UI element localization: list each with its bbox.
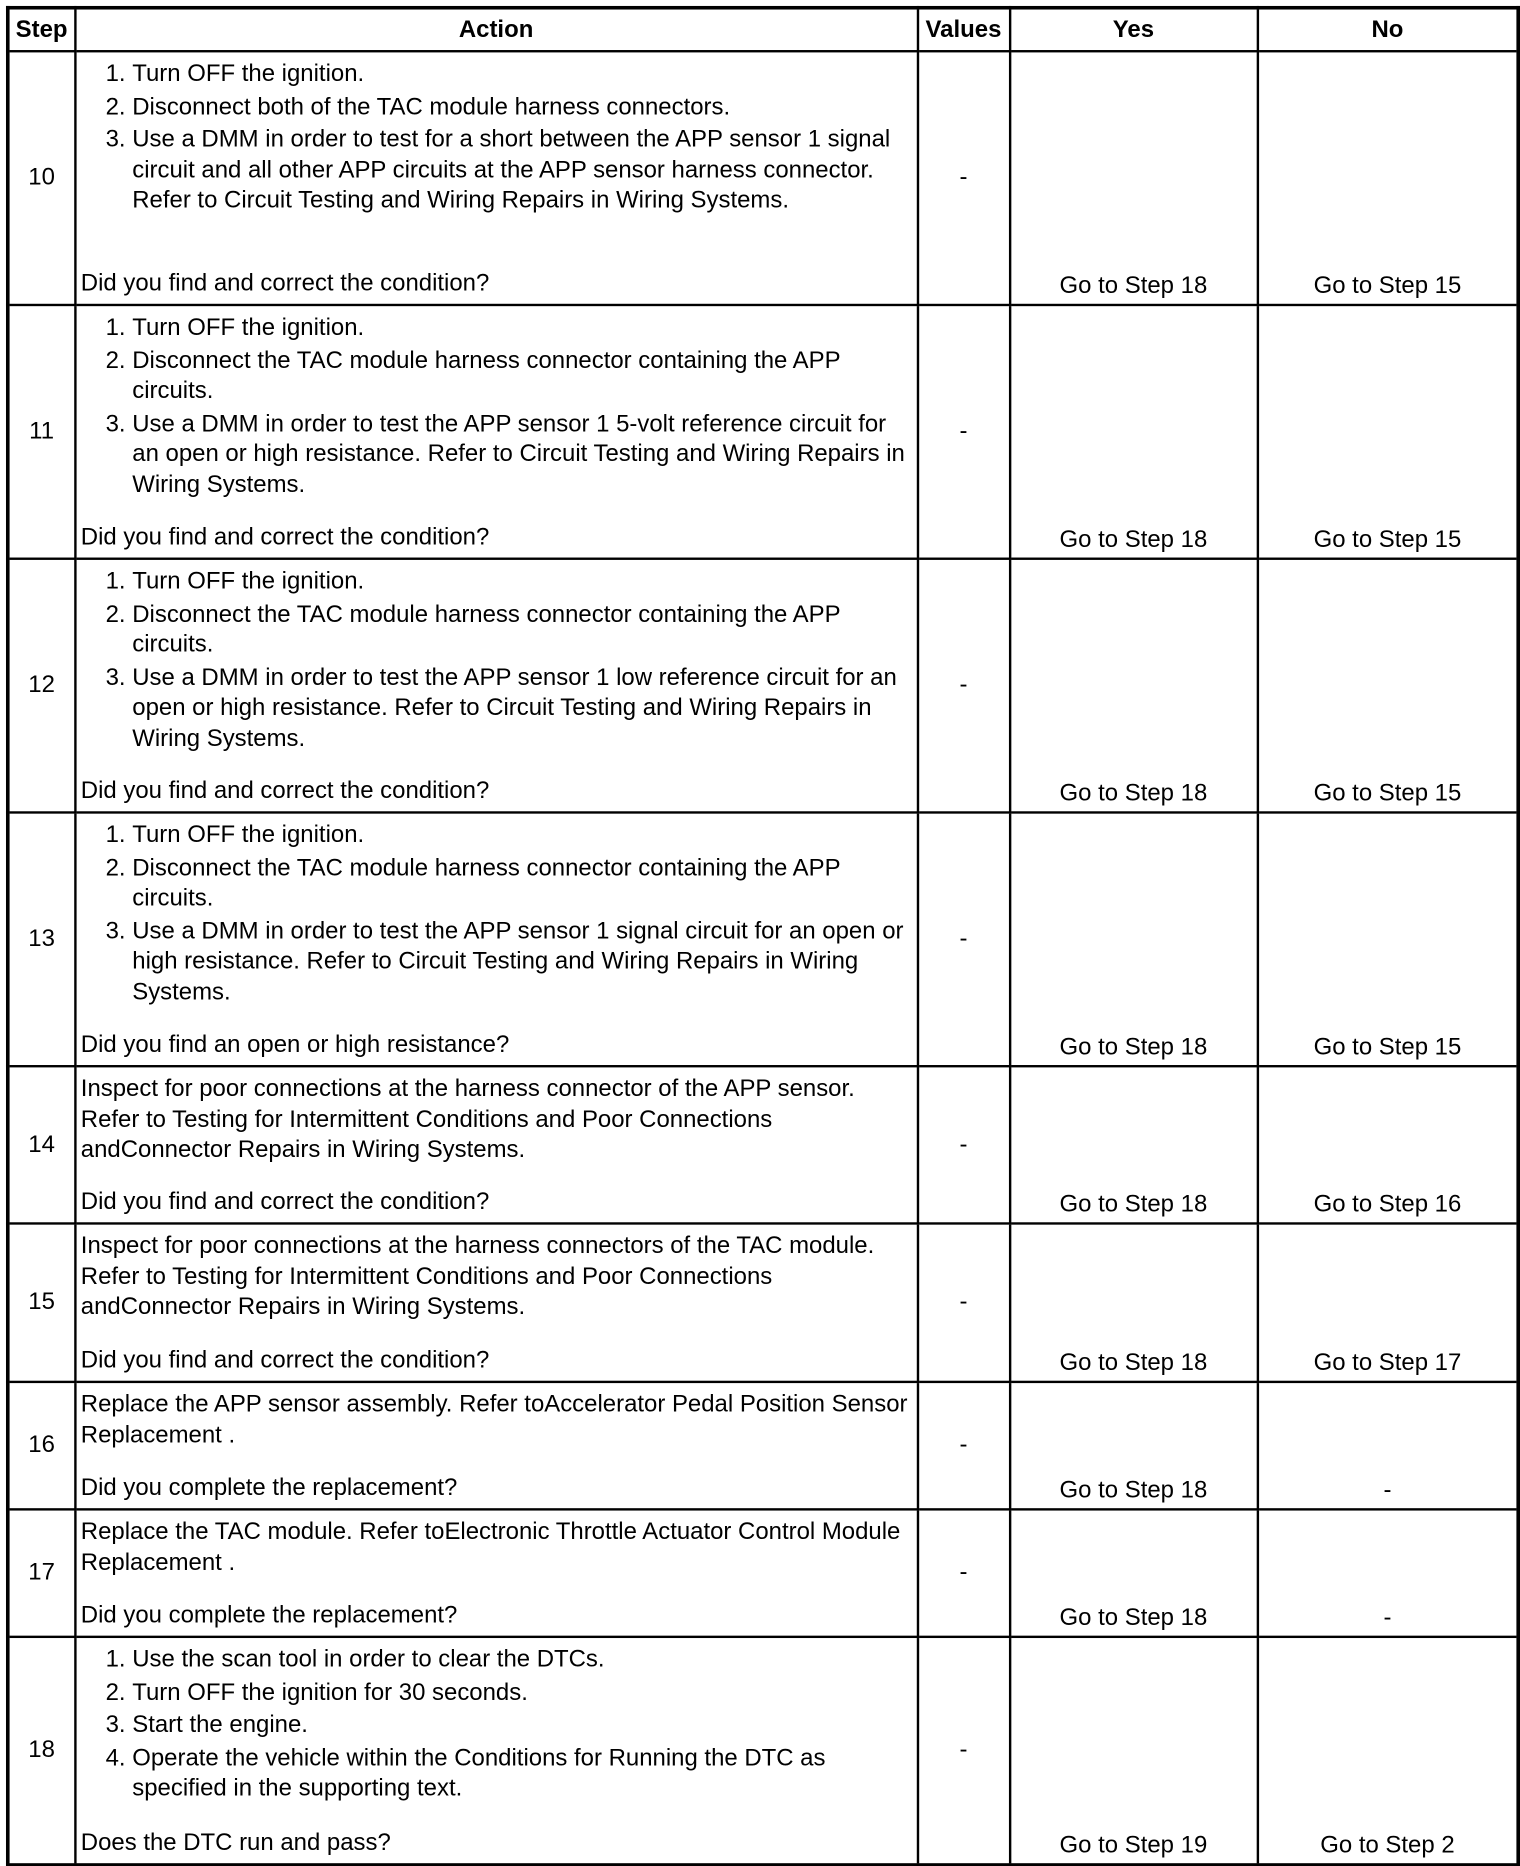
action-steps-list	[81, 313, 912, 502]
header-action: Action	[75, 8, 918, 51]
table-row	[8, 1637, 1518, 1865]
step-number: 13	[8, 812, 75, 1066]
action-cell	[75, 1066, 918, 1223]
action-step: 2. Turn OFF the ignition for 30 seconds.	[132, 1678, 911, 1708]
diagnostic-table	[6, 6, 1520, 1866]
no-cell: Go to Step 15	[1257, 812, 1518, 1066]
table-row	[8, 1066, 1518, 1223]
action-question: Did you find and correct the condition?	[80, 777, 490, 805]
action-step: 2. Disconnect the TAC module harness connector containing the APP circuits.	[132, 854, 911, 915]
action-question: Did you find and correct the condition?	[80, 1347, 490, 1374]
action-question: Did you find an open or high resistance?	[80, 1031, 510, 1058]
action-step: 3. Use a DMM in order to test for a short between the APP sensor 1 signal circuit and all other APP circuits at the APP sensor harness connector. Refer to Circuit Testing and Wiring Repairs in Wiring Systems.	[132, 125, 911, 216]
action-steps-list	[81, 567, 912, 756]
header-yes: Yes	[1010, 8, 1258, 51]
action-text: Replace the APP sensor assembly. Refer toAccelerator Pedal Position Sensor Replacement .	[80, 1391, 908, 1449]
action-step: 3. Use a DMM in order to test the APP sensor 1 signal circuit for an open or high resistance. Refer to Circuit Testing and Wiring Repairs in Wiring Systems.	[132, 917, 911, 1008]
action-question: Did you find and correct the condition?	[80, 1188, 490, 1216]
action-step: 3. Start the engine.	[132, 1711, 911, 1741]
no-cell: Go to Step 2	[1257, 1637, 1518, 1865]
values-cell: -	[917, 1382, 1009, 1509]
action-step: 1. Turn OFF the ignition.	[132, 821, 911, 851]
action-steps-list	[81, 1645, 912, 1806]
action-cell	[75, 305, 918, 559]
action-step: 1. Turn OFF the ignition.	[132, 567, 911, 597]
yes-cell: Go to Step 18	[1010, 1223, 1258, 1381]
action-cell	[75, 559, 918, 813]
action-step: 3. Use a DMM in order to test the APP sensor 1 5-volt reference circuit for an open or high resistance. Refer to Circuit Testing and Wiring Repairs in Wiring Systems.	[132, 409, 911, 500]
values-cell: -	[917, 1509, 1009, 1636]
table-row	[8, 812, 1518, 1066]
action-step: 1. Turn OFF the ignition.	[132, 60, 911, 90]
values-cell: -	[917, 1066, 1009, 1223]
yes-cell: Go to Step 18	[1010, 812, 1258, 1066]
header-no: No	[1257, 8, 1518, 51]
no-cell: -	[1257, 1382, 1518, 1509]
action-step: 1. Turn OFF the ignition.	[132, 313, 911, 343]
action-steps-list	[81, 821, 912, 1010]
yes-cell: Go to Step 18	[1010, 305, 1258, 559]
action-steps-list	[81, 60, 912, 219]
action-question: Did you find and correct the condition?	[80, 270, 490, 297]
action-text: Inspect for poor connections at the harness connectors of the TAC module. Refer to Testing for Intermittent Conditions and Poor Connections andConnector Repairs in Wiring Systems.	[80, 1232, 875, 1320]
step-number: 14	[8, 1066, 75, 1223]
yes-cell: Go to Step 18	[1010, 1382, 1258, 1509]
yes-cell: Go to Step 18	[1010, 51, 1258, 305]
values-cell: -	[917, 812, 1009, 1066]
step-number: 10	[8, 51, 75, 305]
action-step: 2. Disconnect both of the TAC module harness connectors.	[132, 92, 911, 122]
table-row	[8, 305, 1518, 559]
action-step: 2. Disconnect the TAC module harness connector containing the APP circuits.	[132, 346, 911, 407]
action-cell	[75, 1223, 918, 1381]
action-cell	[75, 51, 918, 305]
header-step: Step	[8, 8, 75, 51]
yes-cell: Go to Step 18	[1010, 1509, 1258, 1636]
no-cell: Go to Step 15	[1257, 305, 1518, 559]
action-cell	[75, 1382, 918, 1509]
header-row	[8, 8, 1518, 51]
action-question: Did you complete the replacement?	[80, 1602, 458, 1629]
values-cell: -	[917, 1637, 1009, 1865]
header-values: Values	[917, 8, 1009, 51]
yes-cell: Go to Step 19	[1010, 1637, 1258, 1865]
step-number: 12	[8, 559, 75, 813]
table-row	[8, 51, 1518, 305]
step-number: 16	[8, 1382, 75, 1509]
action-question: Does the DTC run and pass?	[80, 1829, 391, 1856]
action-step: 4. Operate the vehicle within the Conditions for Running the DTC as specified in the supporting text.	[132, 1743, 911, 1804]
action-question: Did you complete the replacement?	[80, 1474, 458, 1502]
table-row	[8, 1223, 1518, 1381]
values-cell: -	[917, 559, 1009, 813]
table-row	[8, 1382, 1518, 1509]
step-number: 18	[8, 1637, 75, 1865]
no-cell: Go to Step 17	[1257, 1223, 1518, 1381]
action-question: Did you find and correct the condition?	[80, 524, 490, 551]
no-cell: Go to Step 15	[1257, 559, 1518, 813]
step-number: 15	[8, 1223, 75, 1381]
table-row	[8, 559, 1518, 813]
action-step: 3. Use a DMM in order to test the APP sensor 1 low reference circuit for an open or high resistance. Refer to Circuit Testing and Wiring Repairs in Wiring Systems.	[132, 663, 911, 754]
no-cell: Go to Step 16	[1257, 1066, 1518, 1223]
action-text: Inspect for poor connections at the harness connector of the APP sensor. Refer to Testing for Intermittent Conditions and Poor Connections andConnector Repairs in Wiring Systems.	[80, 1075, 855, 1163]
action-step: 2. Disconnect the TAC module harness connector containing the APP circuits.	[132, 600, 911, 661]
action-step: 1. Use the scan tool in order to clear the DTCs.	[132, 1645, 911, 1675]
action-text: Replace the TAC module. Refer toElectronic Throttle Actuator Control Module Replacement .	[80, 1518, 901, 1576]
yes-cell: Go to Step 18	[1010, 1066, 1258, 1223]
yes-cell: Go to Step 18	[1010, 559, 1258, 813]
no-cell: Go to Step 15	[1257, 51, 1518, 305]
no-cell: -	[1257, 1509, 1518, 1636]
step-number: 17	[8, 1509, 75, 1636]
action-cell	[75, 1509, 918, 1636]
table-row	[8, 1509, 1518, 1636]
values-cell: -	[917, 51, 1009, 305]
values-cell: -	[917, 1223, 1009, 1381]
action-cell	[75, 812, 918, 1066]
values-cell: -	[917, 305, 1009, 559]
step-number: 11	[8, 305, 75, 559]
action-cell	[75, 1637, 918, 1865]
